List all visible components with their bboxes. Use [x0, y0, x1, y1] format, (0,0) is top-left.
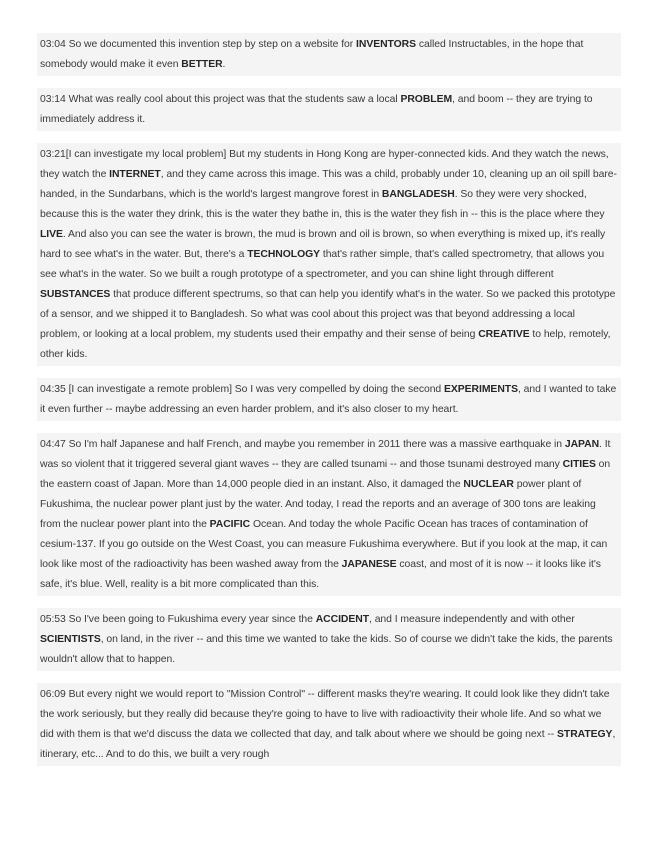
text-segment: 06:09 But every night we would report to "Mission Control" -- different masks they're wearing. It could look like they didn't take the work seriously, but they really did because they're going to have to live with radioactivity their whole life. And so what we did with them is that we'd discuss the data we collected that day, and talk about where we should be going next --: [40, 689, 610, 740]
text-segment: 03:14 What was really cool about this project was that the students saw a local: [40, 94, 401, 105]
text-segment: , itinerary, etc... And to do this, we built a very rough: [40, 729, 616, 760]
text-segment: that produce different spectrums, so that can help you identify what's in the water. So we packed this prototype of a sensor, and we shipped it to Bangladesh. So what was cool about this project was that beyond addressing a local problem, or looking at a local problem, my students used their empathy and their sense of being: [40, 289, 616, 340]
text-segment: , and I measure independently and with other: [369, 614, 575, 625]
keyword: JAPANESE: [341, 559, 397, 570]
paragraph: [37, 683, 621, 766]
text-segment: to help, remotely, other kids.: [40, 329, 611, 360]
keyword: ACCIDENT: [315, 614, 370, 625]
text-segment: 04:35 [I can investigate a remote problem] So I was very compelled by doing the second: [40, 384, 445, 395]
keyword: SUBSTANCES: [40, 289, 111, 300]
keyword: BETTER: [181, 59, 223, 70]
keyword: STRATEGY: [557, 729, 613, 740]
keyword: NUCLEAR: [463, 479, 514, 490]
text-segment: , and boom -- they are trying to immediately address it.: [40, 94, 593, 125]
keyword: INVENTORS: [356, 39, 417, 50]
text-segment: called Instructables, in the hope that somebody would make it even: [40, 39, 584, 70]
keyword: TECHNOLOGY: [247, 249, 321, 260]
keyword: CITIES: [562, 459, 596, 470]
paragraph: [37, 378, 621, 421]
text-segment: . So they were very shocked, because this is the water they drink, this is the water they bathe in, this is the water they fish in -- this is the place where they: [40, 189, 605, 220]
text-segment: coast, and most of it is now -- it looks like it's safe, it's blue. Well, reality is a bit more complicated than this.: [40, 559, 601, 590]
text-segment: 05:53 So I've been going to Fukushima every year since the: [40, 614, 316, 625]
keyword: CREATIVE: [478, 329, 530, 340]
text-segment: . And also you can see the water is brown, the mud is brown and oil is brown, so when everything is mixed up, it's really hard to see what's in the water. But, there's a: [40, 229, 606, 260]
text-segment: that's rather simple, that's called spectrometry, that allows you see what's in the water. So we built a rough prototype of a spectrometer, and you can shine light through different: [40, 249, 605, 280]
paragraph: [37, 143, 621, 366]
text-segment: .: [222, 59, 226, 70]
keyword: SCIENTISTS: [40, 634, 101, 645]
keyword: PROBLEM: [400, 94, 453, 105]
text-segment: on the eastern coast of Japan. More than 14,000 people died in an instant. Also, it damaged the: [40, 459, 611, 490]
keyword: JAPAN: [564, 439, 600, 450]
paragraph: [37, 608, 621, 671]
text-segment: , on land, in the river -- and this time we wanted to take the kids. So of course we didn't take the kids, the parents wouldn't allow that to happen.: [40, 634, 613, 665]
text-segment: 04:47 So I'm half Japanese and half French, and maybe you remember in 2011 there was a massive earthquake in: [40, 439, 565, 450]
keyword: PACIFIC: [209, 519, 251, 530]
text-segment: 03:04 So we documented this invention step by step on a website for: [40, 39, 357, 50]
text-segment: 03:21[I can investigate my local problem] But my students in Hong Kong are hyper-connected kids. And they watch the news, they watch the: [40, 149, 609, 180]
keyword: EXPERIMENTS: [444, 384, 518, 395]
text-segment: . It was so violent that it triggered several giant waves -- they are called tsunami -- and those tsunami destroyed many: [40, 439, 611, 470]
transcript-page: [37, 33, 621, 778]
text-segment: Ocean. And today the whole Pacific Ocean has traces of contamination of cesium-137. If you go outside on the West Coast, you can measure Fukushima everywhere. But if you look at the map, it can look like most of the radioactivity has been washed away from the: [40, 519, 608, 570]
keyword: BANGLADESH: [381, 189, 455, 200]
paragraph: [37, 33, 621, 76]
keyword: LIVE: [40, 229, 63, 240]
paragraph: [37, 88, 621, 131]
text-segment: , and I wanted to take it even further -- maybe addressing an even harder problem, and it's also closer to my heart.: [40, 384, 617, 415]
keyword: INTERNET: [109, 169, 161, 180]
paragraph: [37, 433, 621, 596]
text-segment: , and they came across this image. This was a child, probably under 10, cleaning up an oil spill bare-handed, in the Sundarbans, which is the world's largest mangrove forest in: [40, 169, 617, 200]
text-segment: power plant of Fukushima, the nuclear power plant just by the water. And today, I read the reports and an average of 300 tons are leaking from the nuclear power plant into the: [40, 479, 596, 530]
